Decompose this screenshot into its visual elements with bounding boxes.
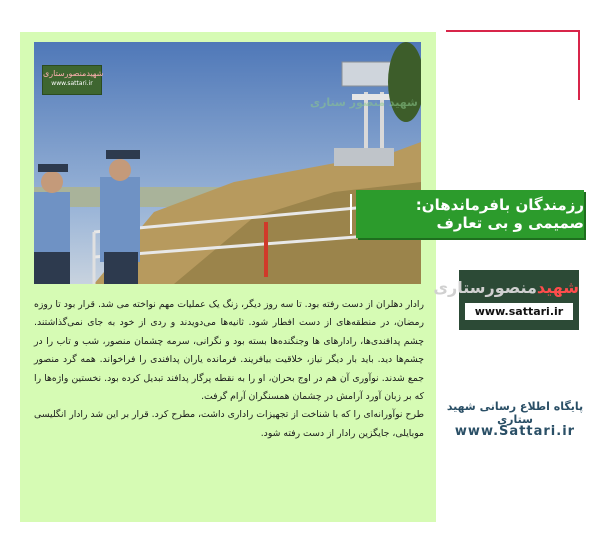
site-url[interactable]: www.Sattari.ir	[454, 424, 576, 439]
site-logo[interactable]	[433, 270, 579, 330]
article-title: رزمندگان بافرماندهان: صمیمی و بی تعارف	[356, 190, 584, 238]
logo-brand-red: شهید	[536, 278, 579, 297]
article-paragraph-2: طرح نوآورانه‌ای را که با شناخت از تجهیزات راداری داشت، مطرح کرد. قرار بر این شد رادار انگلیسی موبایلی، جایگزین رادار از دست رفته شود.	[34, 409, 424, 439]
photo-logo	[42, 65, 102, 95]
photo-logo-url: www.sattari.ir	[51, 80, 93, 87]
logo-brand-grey: منصورستاری	[433, 278, 537, 297]
logo-url[interactable]: www.sattari.ir	[465, 303, 573, 320]
logo-brand	[433, 278, 579, 297]
photo-logo-brand: شهیدمنصورستاری	[43, 69, 104, 78]
article-paragraph-1: رادار دهلران از دست رفته بود. تا سه روز دیگر، زنگ یک عملیات مهم نواخته می شد. قرار بود تا روزه رمضان، در منطقه‌های از دست افطار شود. ثانیه‌ها می‌دویدند و ردی از خود به جای نمی‌گذاشتند. چشم پدافندی‌ها، رادارهای ها وجنگنده‌ها بسته بود و نگرانی، سرمه چشمان منصور، شب و تاب را در چشم‌ها دید. باید بار دیگر نیاز، خلاقیت بیافریند. فرمانده یاران پدافندی را فراخواند. همه گرد منصور جمع شدند. نوآوری آن هم در اوج بحران، او را به نقطه پرگار پدافند تبدیل کرده بود. نخستین واژه‌ها را که بر زبان آورد آرامش در چشمان همسنگران آرام گرفت.	[34, 299, 424, 403]
decorative-line-top	[446, 30, 580, 32]
agency-name: پایگاه اطلاع رسانی شهید ستاری	[446, 400, 584, 426]
decorative-line-top-right	[578, 30, 580, 100]
article-body	[34, 296, 424, 443]
photo-watermark: شهید منصور ستاری	[310, 96, 418, 109]
